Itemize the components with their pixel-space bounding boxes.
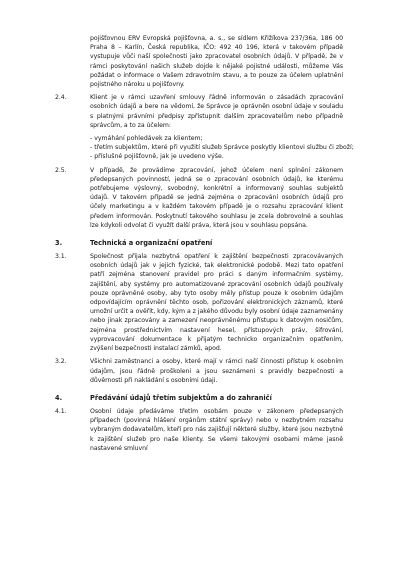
section-3-2 [55, 357, 343, 385]
intro-text: pojišťovnou ERV Evropská pojišťovna, a. s., se sídlem Křižíkova 237/36a, 186 00 Praha 8 – Karlín, Česká republika, IČO: 492 40 196, která v takovém případě vystupuje vůči naší společnosti jako zpracovatel osobních údajů. V případě, že v rámci poskytování našich služeb dojde k nějaké pojistné události, můžeme Vás požádat o informace o Vašem zdravotním stavu, a to pouze za účelem uplatnění pojistného nároku u pojišťovny. [90, 35, 343, 89]
document-body [55, 34, 354, 457]
section-text: Všichni zaměstnanci a osoby, které mají v rámci naší činnosti přístup k osobním údajům, jsou řádně proškoleni a jsou seznámeni s pravidly bezpečnosti a důvěrnosti při nakládání s osobními údaji. [90, 358, 343, 384]
heading-3 [55, 238, 343, 248]
section-text: Osobní údaje předáváme třetím osobám pouze v zákonem předepsaných případech (povinná hlášení orgánům státní správy) nebo v nezbytném rozsahu vybraným dodavatelům, kteří pro nás zajišťují některé služby, které jsou nezbytné k zajištění služeb pro naše klienty. Se všemi takovými osobami máme jasně nastavené smluvní [90, 407, 343, 452]
section-text: Klient je v rámci uzavření smlouvy řádně informován o zásadách zpracování osobních údajů a bere na vědomí, že Správce je oprávněn osobní údaje v souladu s platnými právními předpisy zpřístupnit dalším zpracovatelům nebo případně správcům, a to za účelem: [90, 94, 343, 129]
section-text: Společnost přijala nezbytná opatření k zajištění bezpečnosti zpracovávaných osobních údajů jak v jejich fyzické, tak elektronické podobě. Mezi tato opatření patří zejména stanovení pravidel pro práci s daným informačním systémy, zajištění, aby systémy pro automatizované zpracování osobních údajů používaly pouze oprávněné osoby, aby tyto osoby měly přístup pouze k osobním údajům odpovídajícím oprávnění těchto osob, pořizování elektronických záznamů, které umožní určit a ověřit, kdy, kým a z jakého důvodu byly osobní údaje zaznamenány nebo jinak zpracovány a zamezení neoprávněnému přístupu k datovým nosičům, zejména prostřednictvím nastavení hesel, přístupových práv, šifrování, vyprovacování dokumentace k přijatým technicko organizačním opatřením, zvýšení bezpečnosti instalací zámků, apod. [90, 253, 343, 353]
heading-title: Předávání údajů třetím subjektům a do zahraničí [90, 393, 272, 402]
heading-4 [55, 393, 343, 403]
heading-number: 3. [55, 239, 63, 248]
intro-paragraph [55, 34, 343, 89]
section-2-5 [55, 166, 343, 230]
list-item: - vymáhání pohledávek za klientem; [90, 135, 203, 143]
section-text: V případě, že provádíme zpracování, jehož účelem není splnění zákonem předepsaných povinností, jedná se o zpracování osobních údajů, ke kterému potřebujeme výslovný, svobodný, konkrétní a informovaný souhlas subjektů údajů. V takovém případě se jedná zejména o zpracování osobních údajů pro účely marketingu a v každém takovém případě je o rozsahu zpracování klient předem informován. Poskytnutí takového souhlasu je zcela dobrovolné a souhlas lze kdykoli odvolat či využít další práva, která jsou v souhlasu popsána. [90, 166, 343, 229]
heading-title: Technická a organizační opatření [90, 239, 213, 248]
section-2-4 [55, 93, 343, 130]
section-number: 2.4. [55, 94, 67, 102]
list-item: - třetím subjektům, které při využití služeb Správce poskytly klientovi službu či zboží; [90, 144, 354, 152]
section-number: 3.1. [55, 253, 67, 261]
list-item: - příslušné pojišťovně, jak je uvedeno výše. [90, 153, 224, 161]
section-number: 2.5. [55, 166, 67, 174]
section-3-1 [55, 252, 343, 353]
section-number: 3.2. [55, 358, 67, 366]
section-number: 4.1. [55, 407, 67, 415]
purpose-list [55, 134, 354, 162]
section-4-1 [55, 407, 343, 453]
heading-number: 4. [55, 393, 63, 402]
